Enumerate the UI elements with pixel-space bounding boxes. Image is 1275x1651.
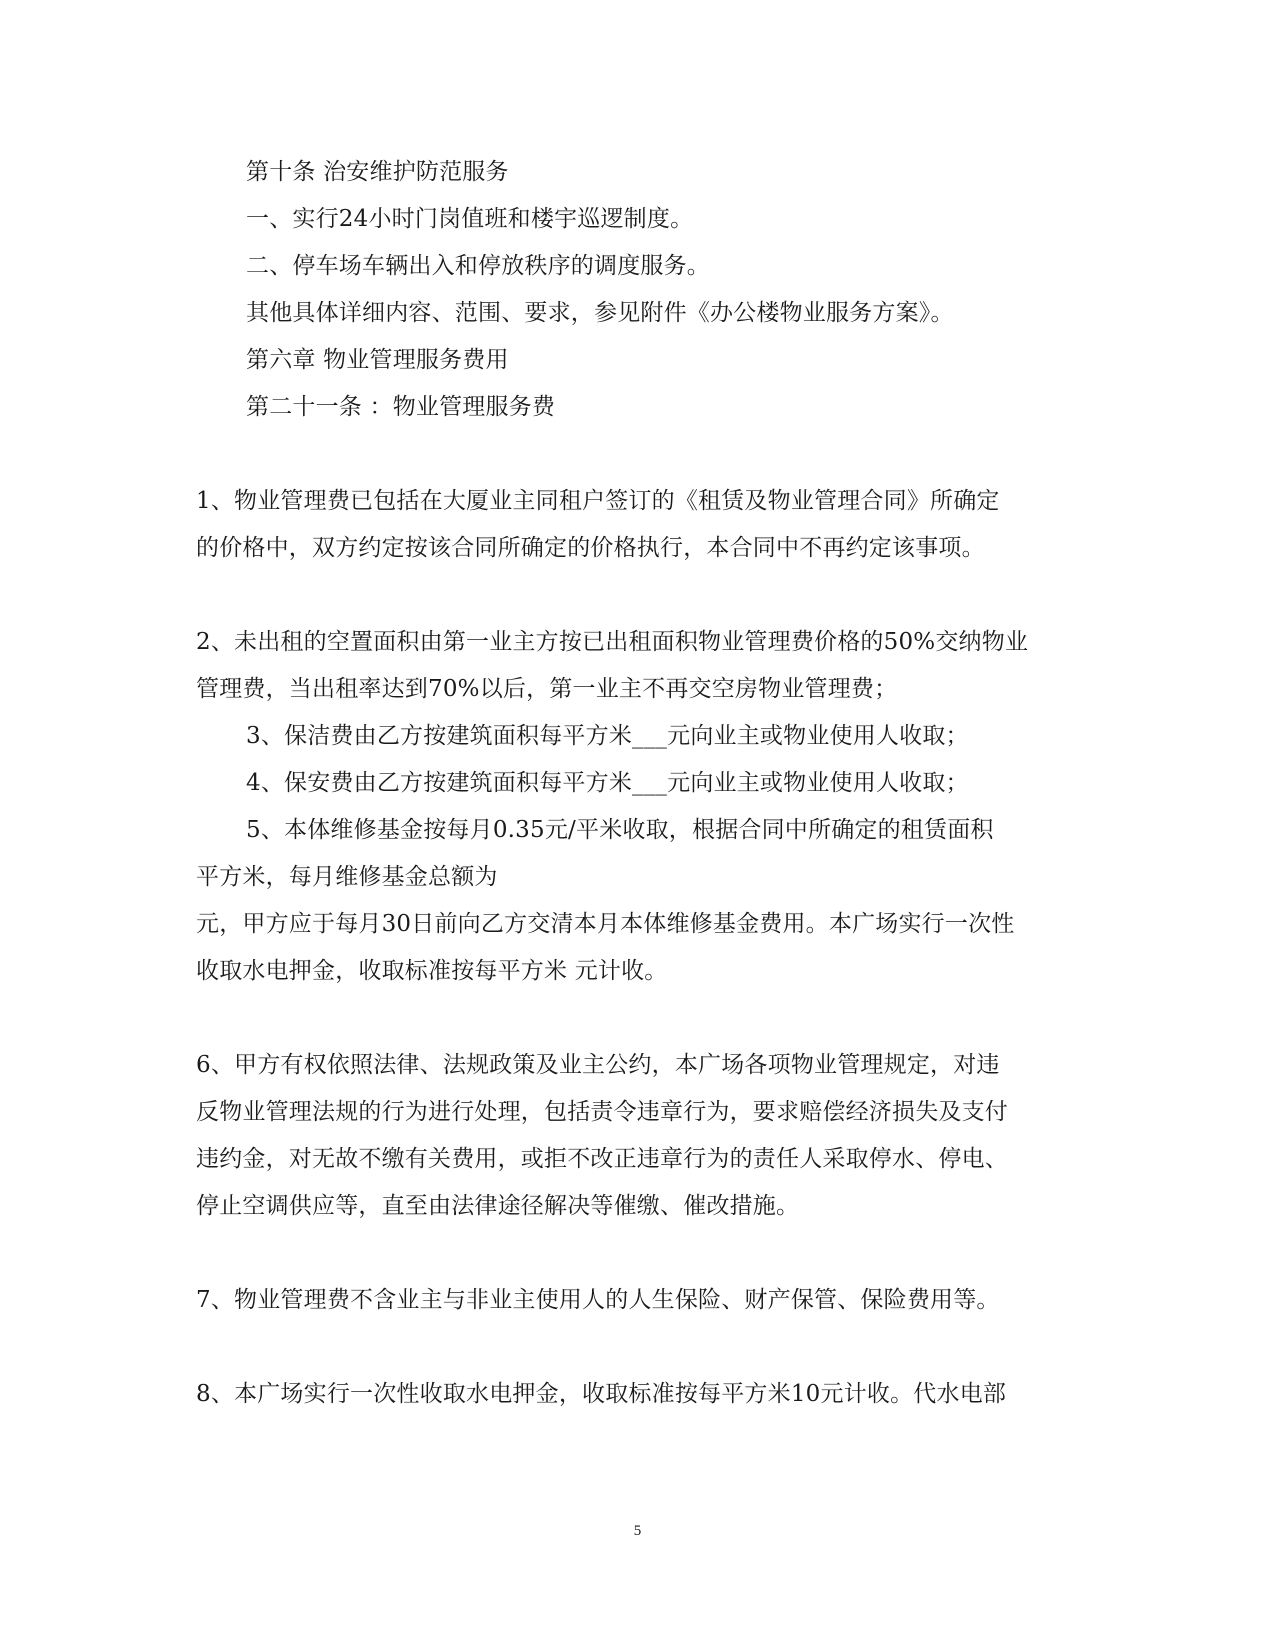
clause-5-line-2: 平方米，每月维修基金总额为 — [196, 864, 498, 890]
clause-4: 4、保安费由乙方按建筑面积每平方米___元向业主或物业使用人收取； — [246, 770, 969, 796]
clause-6-line-4: 停止空调供应等，直至由法律途径解决等催缴、催改措施。 — [196, 1193, 800, 1219]
clause-6-line-1: 6、甲方有权依照法律、法规政策及业主公约，本广场各项物业管理规定，对违 — [196, 1052, 1000, 1078]
page-number: 5 — [633, 1523, 642, 1539]
article-10-item-1: 一、实行24小时门岗值班和楼宇巡逻制度。 — [246, 206, 694, 232]
clause-2-line-2: 管理费，当出租率达到70%以后，第一业主不再交空房物业管理费； — [196, 676, 898, 702]
clause-8-line-1: 8、本广场实行一次性收取水电押金，收取标准按每平方米10元计收。代水电部 — [196, 1381, 1007, 1407]
article-21-heading: 第二十一条 ：物业管理服务费 — [246, 394, 556, 420]
clause-1-line-1: 1、物业管理费已包括在大厦业主同租户签订的《租赁及物业管理合同》所确定 — [196, 488, 1000, 514]
clause-7: 7、物业管理费不含业主与非业主使用人的人生保险、财产保管、保险费用等。 — [196, 1287, 1000, 1313]
clause-5-line-3: 元，甲方应于每月30日前向乙方交清本月本体维修基金费用。本广场实行一次性 — [196, 911, 1015, 937]
chapter-6-heading: 第六章 物业管理服务费用 — [246, 347, 509, 373]
clause-2-line-1: 2、未出租的空置面积由第一业主方按已出租面积物业管理费价格的50%交纳物业 — [196, 629, 1029, 655]
article-10-note: 其他具体详细内容、范围、要求，参见附件《办公楼物业服务方案》。 — [246, 300, 954, 326]
clause-3: 3、保洁费由乙方按建筑面积每平方米___元向业主或物业使用人收取； — [246, 723, 969, 749]
clause-5-line-4: 收取水电押金，收取标准按每平方米 元计收。 — [196, 958, 668, 984]
clause-5-line-1: 5、本体维修基金按每月0.35元/平米收取，根据合同中所确定的租赁面积 — [246, 817, 994, 843]
article-10-item-2: 二、停车场车辆出入和停放秩序的调度服务。 — [246, 253, 710, 279]
clause-6-line-3: 违约金，对无故不缴有关费用，或拒不改正违章行为的责任人采取停水、停电、 — [196, 1146, 1008, 1172]
clause-1-line-2: 的价格中，双方约定按该合同所确定的价格执行，本合同中不再约定该事项。 — [196, 535, 985, 561]
clause-6-line-2: 反物业管理法规的行为进行处理，包括责令违章行为，要求赔偿经济损失及支付 — [196, 1099, 1008, 1125]
article-10-heading: 第十条 治安维护防范服务 — [246, 159, 509, 185]
